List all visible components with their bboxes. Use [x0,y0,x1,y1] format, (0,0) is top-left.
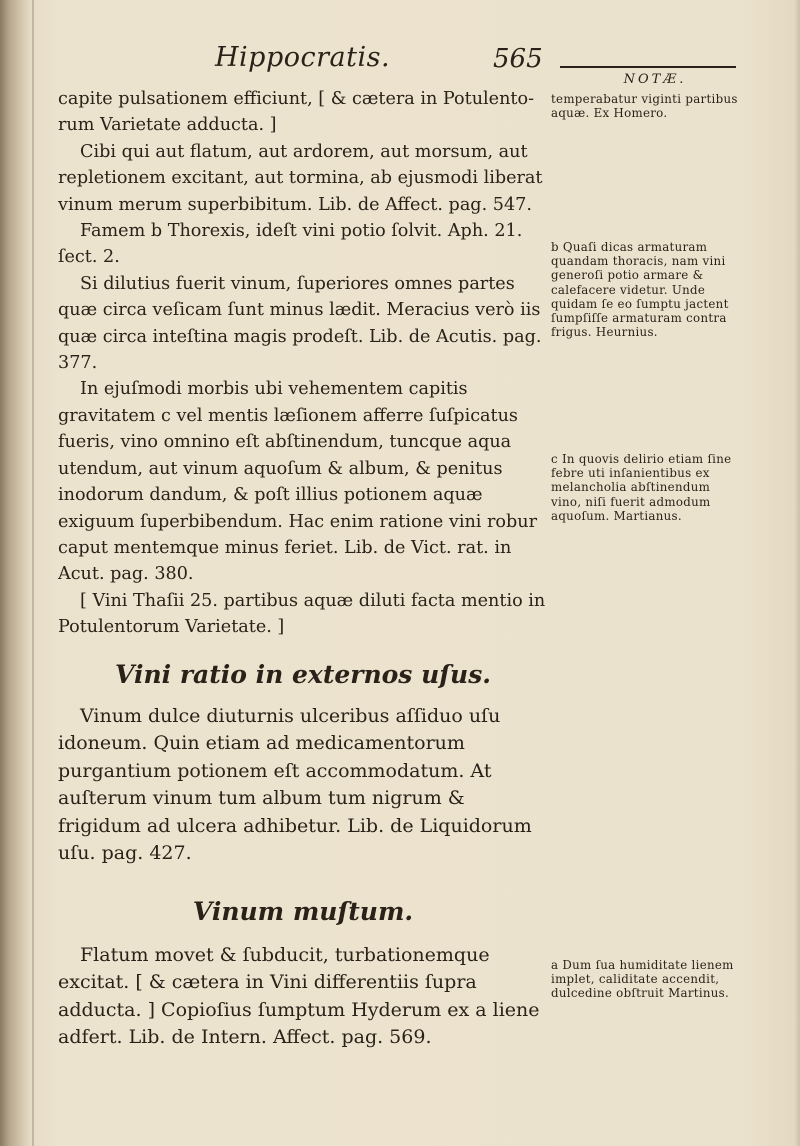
note-c [551,452,741,523]
note-a [551,958,741,1001]
note-top [551,92,741,120]
paragraph-6: [ Vini Thaſii 25. partibus aquæ diluti facta mentio in Potulentorum Varietate. ] [58,590,546,638]
notes-heading: NOTÆ. [623,72,687,87]
paragraph-2: Cibi qui aut flatum, aut ardorem, aut morsum, aut repletionem excitant, aut tormina, ab ejusmodi liberat vinum merum superbibitum. Lib. de Affect. pag. 547. [58,141,543,215]
paragraph-5: In ejuſmodi morbis ubi vehementem capitis gravitatem c vel mentis læſionem afferre ſuſpicatus fueris, vino omnino eſt abſtinendum, tuncque aqua utendum, aut vinum aquoſum & album, & penitus inodorum dandum, & poſt illius potionem aquæ exiguum ſuperbibendum. Hac enim ratione vini robur caput mentemque minus feriet. Lib. de Vict. rat. in Acut. pag. 380. [58,379,538,585]
page-edge-shadow [794,0,800,1146]
paragraph-7: Vinum dulce diuturnis ulceribus aſſiduo uſu idoneum. Quin etiam ad medicamentorum purgantium potionem eſt accommodatum. At auſterum vinum tum album tum nigrum & frigidum ad ulcera adhibetur. Lib. de Liquidorum uſu. pag. 427. [58,704,532,865]
main-text-column [58,86,548,1052]
section-heading-must: Vinum muſtum. [192,896,414,926]
notes-rule [560,66,736,68]
page-number: 565 [493,44,543,74]
running-title: Hippocratis. [215,42,391,73]
paragraph-1: capite pulsationem efficiunt, [ & cætera in Potulento- rum Varietate adducta. ] [58,89,535,136]
section-heading-external-use: Vini ratio in externos uſus. [115,659,491,689]
note-a-text: a Dum ſua humiditate lienem implet, caliditate accendit, dulcedine obſtruit Martinus. [551,958,734,1001]
paragraph-8: Flatum movet & ſubducit, turbationemque excitat. [ & cætera in Vini differentiis ſupra adducta. ] Copioſius ſumptum Hyderum ex a liene adfert. Lib. de Intern. Affect. pag. 569. [58,943,540,1049]
page-gutter [32,0,34,1146]
note-b [551,240,741,339]
note-top-text: temperabatur viginti partibus aquæ. Ex Homero. [551,92,738,121]
paragraph-4: Si dilutius fuerit vinum, ſuperiores omnes partes quæ circa veſicam ſunt minus lædit. Meracius verò iis quæ circa inteſtina magis prodeſt. Lib. de Acutis. pag. 377. [58,273,542,374]
note-c-text: c In quovis delirio etiam ſine febre uti inſanientibus ex melancholia abſtinendum vino, niſi fuerit admodum aquoſum. Martianus. [551,452,732,523]
paragraph-3: Famem b Thorexis, ideſt vini potio ſolvit. Aph. 21. ſect. 2. [58,221,523,268]
note-b-text: b Quaſi dicas armaturam quandam thoracis, nam vini generoſi potio armare & calefacere videtur. Unde quidam ſe eo ſumptu jactent ſumpſiſſe armaturam contra frigus. Heurnius. [551,240,729,340]
